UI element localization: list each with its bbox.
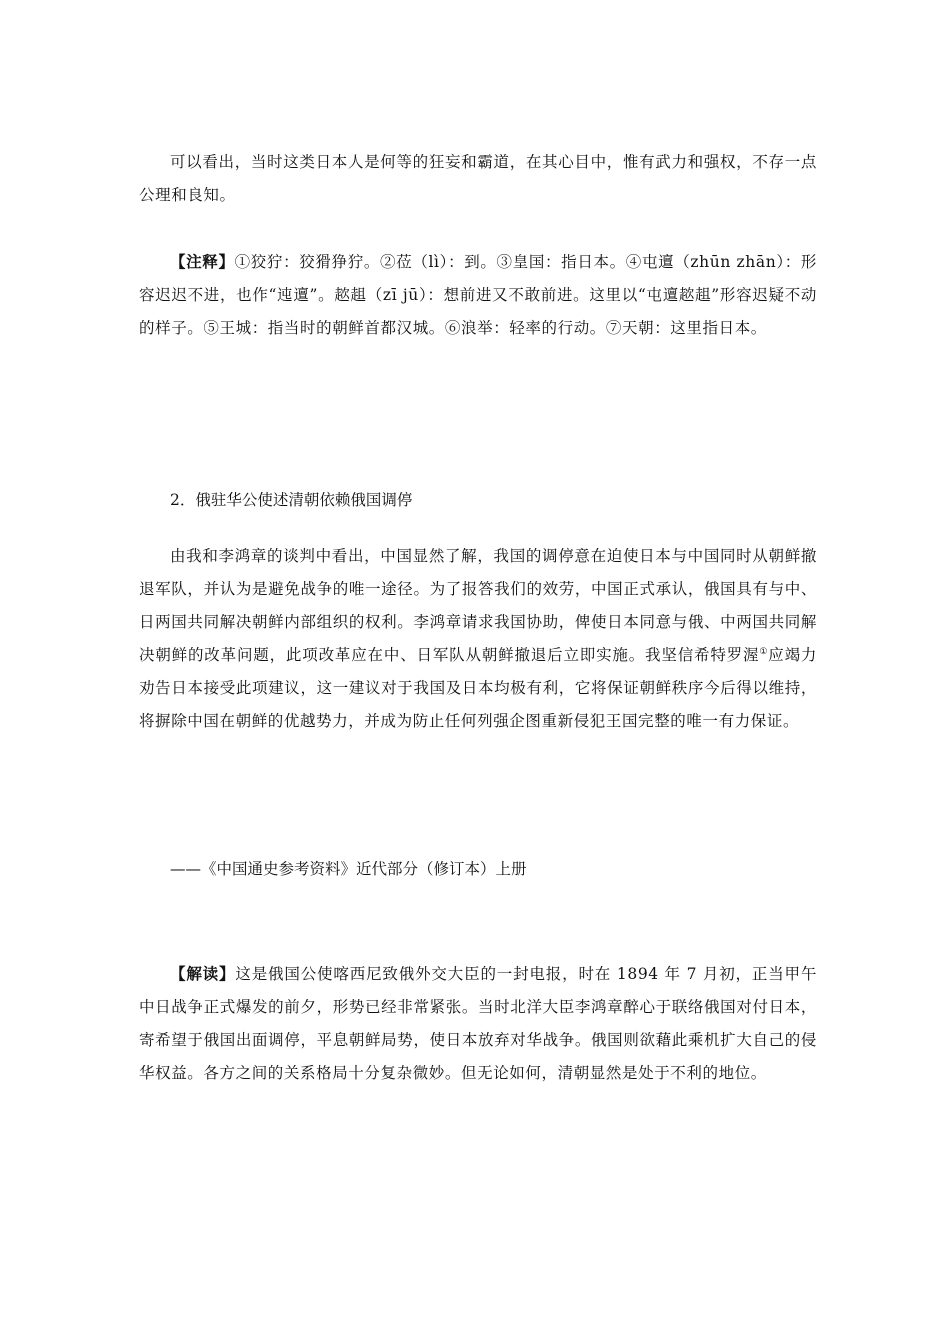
notes-paragraph [139,245,817,345]
source-citation: ——《中国通史参考资料》近代部分（修订本）上册 [170,860,527,878]
notes-label: 【注释】 [170,252,235,271]
notes-text: ①狡狞：狡猾狰狞。②莅（lì）：到。③皇国：指日本。④屯邅（zhūn zhān）：形容迟迟不进，也作“迍邅”。趑趄（zī jū）：想前进又不敢前进。这里以“屯邅趑趄”形容迟疑不动的样子。⑤王城：指当时的朝鲜首都汉城。⑥浪举：轻率的行动。⑦天朝：这里指日本。 [139,253,817,337]
section-heading: 2．俄驻华公使述清朝依赖俄国调停 [170,491,413,509]
reading-paragraph [139,957,817,1090]
telegram-text-before: 由我和李鸿章的谈判中看出，中国显然了解，我国的调停意在迫使日本与中国同时从朝鲜撤退军队，并认为是避免战争的唯一途径。为了报答我们的效劳，中国正式承认，俄国具有与中、日两国共同解决朝鲜内部组织的权利。李鸿章请求我国协助，俾使日本同意与俄、中两国共同解决朝鲜的改革问题，此项改革应在中、日军队从朝鲜撤退后立即实施。我坚信希特罗渥 [139,547,817,664]
footnote-marker: ① [759,646,769,657]
reading-text: 这是俄国公使喀西尼致俄外交大臣的一封电报，时在 1894 年 7 月初，正当甲午中日战争正式爆发的前夕，形势已经非常紧张。当时北洋大臣李鸿章醉心于联络俄国对付日本，寄希望于俄国出面调停，平息朝鲜局势，使日本放弃对华战争。俄国则欲藉此乘机扩大自己的侵华权益。各方之间的关系格局十分复杂微妙。但无论如何，清朝显然是处于不利的地位。 [139,965,817,1082]
reading-label: 【解读】 [170,964,236,983]
paragraph-conclusion: 可以看出，当时这类日本人是何等的狂妄和霸道，在其心目中，惟有武力和强权，不存一点公理和良知。 [139,153,817,204]
paragraph-telegram [139,540,817,738]
telegram-text-after: 应竭力劝告日本接受此项建议，这一建议对于我国及日本均极有利，它将保证朝鲜秩序今后得以维持，将摒除中国在朝鲜的优越势力，并成为防止任何列强企图重新侵犯王国完整的唯一有力保证。 [139,646,817,730]
